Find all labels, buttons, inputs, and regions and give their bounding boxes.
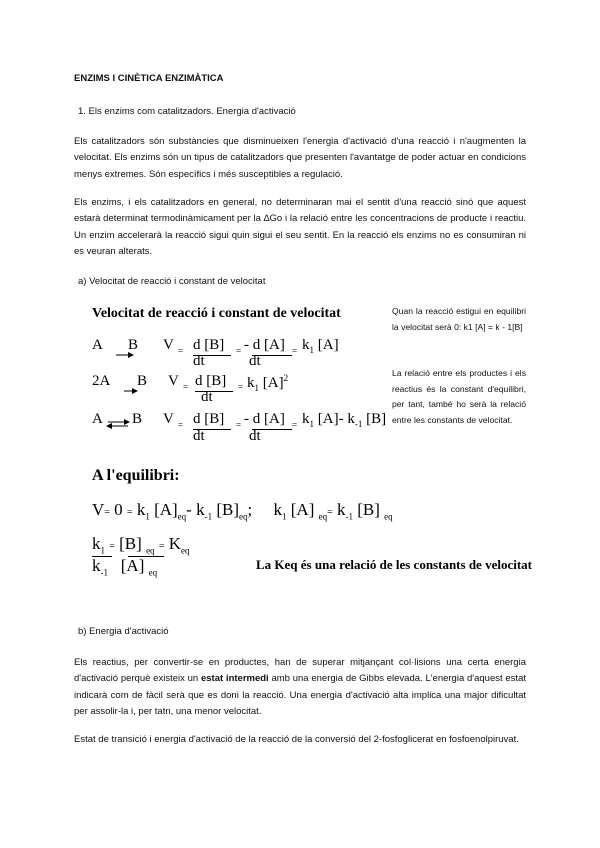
reaction-2-equals: = [183,382,189,392]
reaction-2-velocity: V [168,373,179,389]
reaction-1-lhs: A [92,337,103,353]
reaction-1-sep: = [236,346,242,356]
reaction-3-dt-2: dt [249,428,261,444]
reaction-3-equals: = [178,420,184,430]
subsection-b-paragraph-1: Els reactius, per convertir-se en productes, han de superar mitjançant col·lisions una certa energia d'activació perquè existeix un estat intermedi amb una energia de Gibbs elevada. L'energia d'aquest estat indicarà com de fàcil serà que es doni la reacció. Una energia d'activació alta implica una major dificultat per assolir-la i, per tatn, una menor velocitat. [74,657,526,718]
side-note-equilibrium: Quan la reacció estigui en equilibri la velocitat serà 0: k1 [A] = k - 1[B] [392,306,526,332]
reaction-arrow-icon [124,381,138,399]
equilibrium-equation: $V= 0 = k_1$ $[A]_{eq}-$ $k_{-1}$ $[B]_{eq}$; $k_1$ [A] $_{eq}= k_{-1}$ [B] $_{eq}$ [92,500,393,522]
reaction-1-velocity: V [163,337,174,353]
reaction-3-dt: dt [193,428,205,444]
section-1-heading: 1. Els enzims com catalitzadors. Energia d'activació [78,106,296,117]
reaction-3-sep: = [236,420,242,430]
keq-denominator: $k_{-1}$ [A] $_{eq}$ [92,556,158,578]
reaction-3-equals-2: = [292,420,298,430]
keq-caption: La Keq és una relació de les constants de velocitat [256,557,532,572]
reaction-3-lhs: A [92,411,103,427]
reaction-3-rate-law: $k_1$ [A]- $k_{-1}$ [B] [302,411,387,429]
subsection-b-paragraph-2: Estat de transició i energia d'activació de la reacció de la conversió del 2-fosfoglicerat en fosfoenolpiruvat. [74,734,519,745]
reaction-3-rhs: B [132,411,143,427]
bold-term: estat intermedi [200,673,269,685]
reaction-1-dB: d [B] [193,337,225,353]
keq-numerator: $k_1 = [B] _{eq} = K_{eq}$ [92,534,190,556]
subsection-b-heading: b) Energia d'activació [78,626,169,637]
equilibrium-title: A l'equilibri: [92,467,180,484]
reaction-1-equals: = [178,346,184,356]
reaction-1-k: $k_1$ [A] [302,337,339,355]
reaction-3-dB: d [B] [193,411,225,427]
document-title: ENZIMS I CINÈTICA ENZIMÀTICA [74,73,224,84]
reaction-1-rhs: B [128,337,139,353]
reaction-2-lhs: 2A [92,373,111,389]
reaction-3-dA: - d [A] [244,411,285,427]
figure-title: Velocitat de reacció i constant de velocitat [92,306,341,321]
reaction-3-velocity: V [163,411,174,427]
reaction-1-dt-2: dt [249,353,261,369]
reaction-1-dt: dt [193,353,205,369]
reaction-1-dA: - d [A] [244,337,285,353]
reaction-2-equals-2: = [238,382,244,392]
reaction-2-dt: dt [201,389,213,405]
reaction-2-rhs: B [137,373,148,389]
reaction-2-dB: d [B] [195,373,227,389]
reaction-2-k: $k_1$ $[A]^2$ [247,373,289,393]
section-1-paragraph-2: Els enzims, i els catalitzadors en general, no determinaran mai el sentit d'una reacció sinó que aquest estarà determinat termodinàmicament per la ∆Go i la relació entre les concentracions de producte i reactiu. Un enzim accelerarà la reacció sigui quin sigui el seu sentit. En la reacció els enzims no es consumiran ni es veuran alterats. [74,197,526,258]
reaction-1-equals-2: = [292,346,298,356]
subsection-a-heading: a) Velocitat de reacció i constant de velocitat [78,276,266,287]
side-note-constants: La relació entre els productes i els reactius és la constant d'equilibri, per tant, també ho serà la relació entre les constants de velocitat. [392,368,526,425]
section-1-paragraph-1: Els catalitzadors són substàncies que disminueixen l'energia d'activació d'una reacció i n'augmenten la velocitat. Els enzims són un tipus de catalitzadors que presenten l'avantatge de poder actuar en condicions menys extremes. Són específics i més susceptibles a regulació. [74,136,526,180]
equilibrium-arrow-icon [106,416,130,434]
